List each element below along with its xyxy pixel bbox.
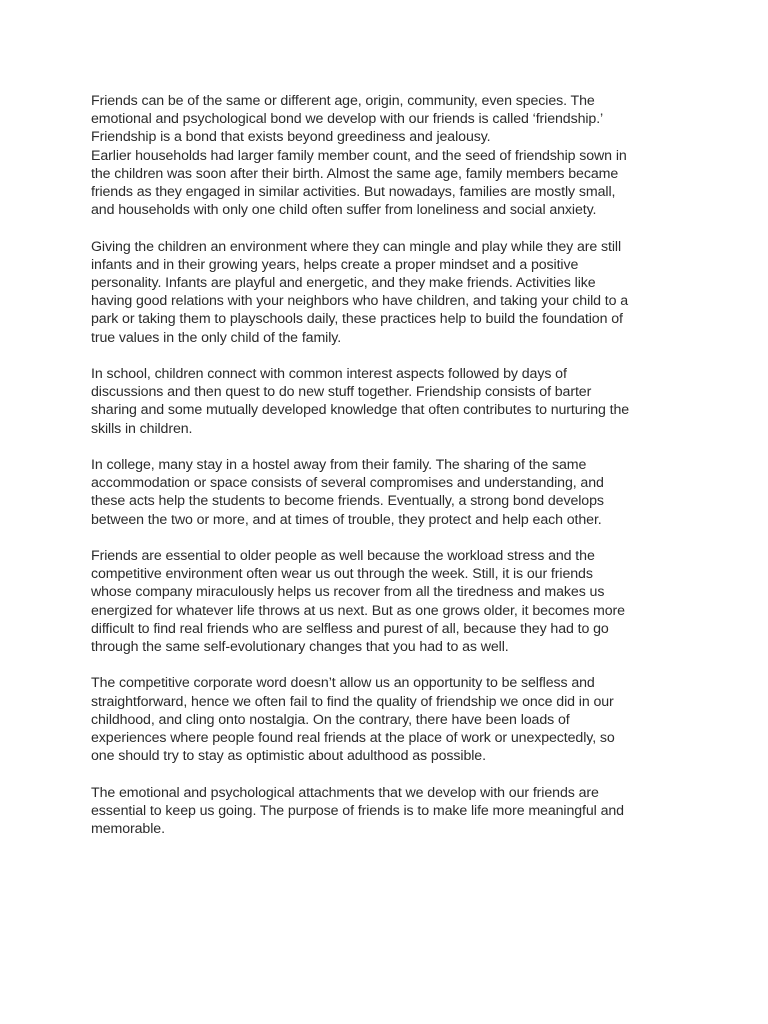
paragraph-4: In college, many stay in a hostel away from their family. The sharing of the same accommodation or space consists of several compromises and understanding, and these acts help the students to become friends. Eventually, a strong bond develops between the two or more, and at times of trouble, they protect and help each other. <box>91 457 604 528</box>
paragraph-5: Friends are essential to older people as well because the workload stress and the competitive environment often wear us out through the week. Still, it is our friends whose company miraculously helps us recover from all the tiredness and makes us energized for whatever life throws at us next. But as one grows older, it becomes more difficult to find real friends who are selfless and purest of all, because they had to go through the same self-evolutionary changes that you had to as well. <box>91 548 625 656</box>
paragraph-1: Friends can be of the same or different age, origin, community, even species. The emotional and psychological bond we develop with our friends is called ‘friendship.’ Friendship is a bond that exists beyond greediness and jealousy. Earlier households had larger family member count, and the seed of friendship sown in the children was soon after their birth. Almost the same age, family members became friends as they engaged in similar activities. But nowadays, families are mostly small, and households with only one child often suffer from loneliness and social anxiety. <box>91 93 627 219</box>
paragraph-2: Giving the children an environment where they can mingle and play while they are still infants and in their growing years, helps create a proper mindset and a positive personality. Infants are playful and energetic, and they make friends. Activities like having good relations with your neighbors who have children, and taking your child to a park or taking them to playschools daily, these practices help to build the foundation of true values in the only child of the family. <box>91 238 629 346</box>
paragraph-gap <box>91 438 691 456</box>
paragraph-6: The competitive corporate word doesn’t allow us an opportunity to be selfless and straightforward, hence we often fail to find the quality of friendship we once did in our childhood, and cling onto nostalgia. On the contrary, there have been loads of experiences where people found real friends at the place of work or unexpectedly, so one should try to stay as optimistic about adulthood as possible. <box>91 675 615 765</box>
paragraph-gap <box>91 347 691 365</box>
paragraph-gap <box>91 765 691 783</box>
paragraph-3: In school, children connect with common interest aspects followed by days of discussions and then quest to do new stuff together. Friendship consists of barter sharing and some mutually developed knowledge that often contributes to nurturing the skills in children. <box>91 366 630 437</box>
paragraph-gap <box>91 529 691 547</box>
paragraph-7: The emotional and psychological attachments that we develop with our friends are essential to keep us going. The purpose of friends is to make life more meaningful and memorable. <box>91 784 624 838</box>
paragraph-gap <box>91 656 691 674</box>
paragraph-gap <box>91 219 691 237</box>
document-body <box>91 92 691 838</box>
